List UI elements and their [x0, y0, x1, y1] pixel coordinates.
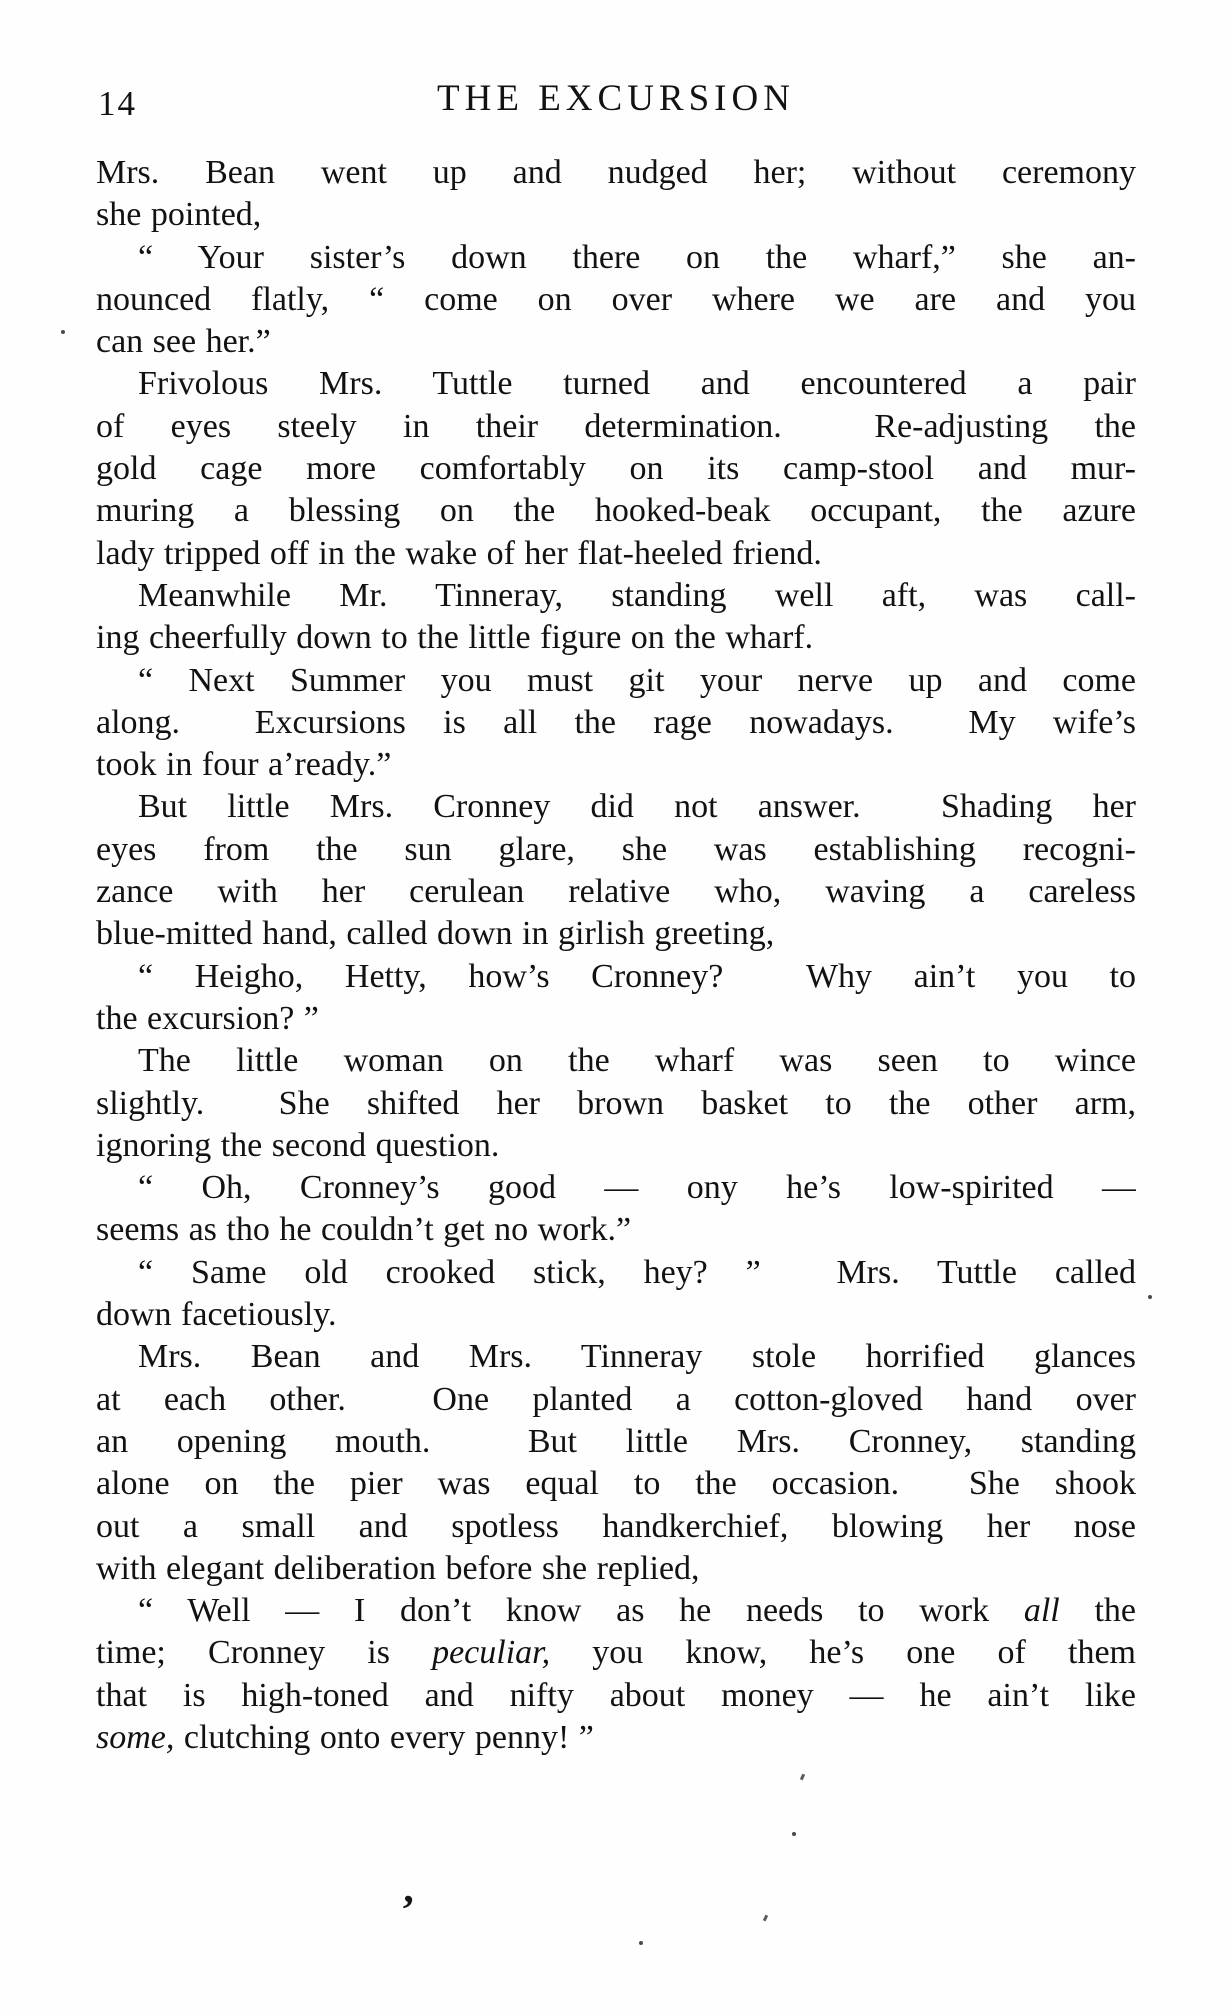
stray-ink-mark [61, 330, 65, 334]
text-line: down facetiously. [96, 1296, 337, 1334]
text-line: can see her.” [96, 323, 271, 361]
running-head [96, 78, 1136, 126]
stray-ink-mark [800, 1774, 805, 1781]
text-line: Mrs. Bean and Mrs. Tinneray stole horrified glances [138, 1338, 1136, 1376]
text-line: ignoring the second question. [96, 1126, 500, 1164]
text-line: “ Same old crooked stick, hey? ” Mrs. Tuttle called [138, 1253, 1136, 1291]
page-number: 14 [98, 84, 137, 123]
stray-ink-mark [1148, 1295, 1152, 1299]
text-line: “ Well — I don’t know as he needs to work all the [138, 1592, 1136, 1630]
text-line: the excursion? ” [96, 999, 319, 1037]
stray-ink-mark [639, 1941, 643, 1945]
text-line: “ Oh, Cronney’s good — ony he’s low-spirited — [138, 1169, 1136, 1207]
text-line: muring a blessing on the hooked-beak occupant, the azure [96, 492, 1136, 530]
text-line: “ Next Summer you must git your nerve up and come [138, 661, 1136, 699]
text-line: The little woman on the wharf was seen to wince [138, 1042, 1136, 1080]
stray-ink-mark [763, 1915, 768, 1922]
text-line: an opening mouth. But little Mrs. Cronney, standing [96, 1422, 1136, 1460]
text-line: slightly. She shifted her brown basket to the other arm, [96, 1084, 1136, 1122]
text-line: “ Your sister’s down there on the wharf,” she an- [138, 238, 1136, 276]
text-line: along. Excursions is all the rage nowadays. My wife’s [96, 703, 1136, 741]
text-line: Mrs. Bean went up and nudged her; without ceremony [96, 154, 1136, 191]
text-line: “ Heigho, Hetty, how’s Cronney? Why ain’t you to [138, 957, 1136, 995]
text-line: at each other. One planted a cotton-gloved hand over [96, 1380, 1136, 1418]
text-line: that is high-toned and nifty about money — he ain’t like [96, 1676, 1136, 1714]
text-line: Frivolous Mrs. Tuttle turned and encountered a pair [138, 365, 1136, 403]
text-line: lady tripped off in the wake of her flat-heeled friend. [96, 534, 822, 572]
text-line: of eyes steely in their determination. Re-adjusting the [96, 407, 1136, 445]
text-line: Meanwhile Mr. Tinneray, standing well aft, was call- [138, 576, 1136, 614]
text-line: seems as tho he couldn’t get no work.” [96, 1211, 632, 1249]
text-line: alone on the pier was equal to the occasion. She shook [96, 1465, 1136, 1503]
text-line: she pointed, [96, 196, 262, 234]
page-title: THE EXCURSION [437, 78, 795, 119]
text-line: time; Cronney is peculiar, you know, he’s one of them [96, 1634, 1136, 1672]
text-line: nounced flatly, “ come on over where we are and you [96, 280, 1136, 318]
text-line: with elegant deliberation before she replied, [96, 1549, 700, 1587]
text-line: gold cage more comfortably on its camp-stool and mur- [96, 450, 1136, 488]
body-text [96, 152, 1136, 1759]
text-line: some, clutching onto every penny! ” [96, 1718, 594, 1756]
text-line: out a small and spotless handkerchief, blowing her nose [96, 1507, 1136, 1545]
text-line: But little Mrs. Cronney did not answer. Shading her [138, 788, 1136, 826]
text-line: eyes from the sun glare, she was establishing recogni- [96, 830, 1136, 868]
stray-ink-mark [792, 1832, 796, 1836]
text-line: took in four a’ready.” [96, 746, 392, 784]
stray-ink-mark: , [402, 1865, 417, 1913]
text-line: blue-mitted hand, called down in girlish greeting, [96, 915, 775, 953]
text-line: zance with her cerulean relative who, waving a careless [96, 873, 1136, 911]
text-line: ing cheerfully down to the little figure on the wharf. [96, 619, 814, 657]
